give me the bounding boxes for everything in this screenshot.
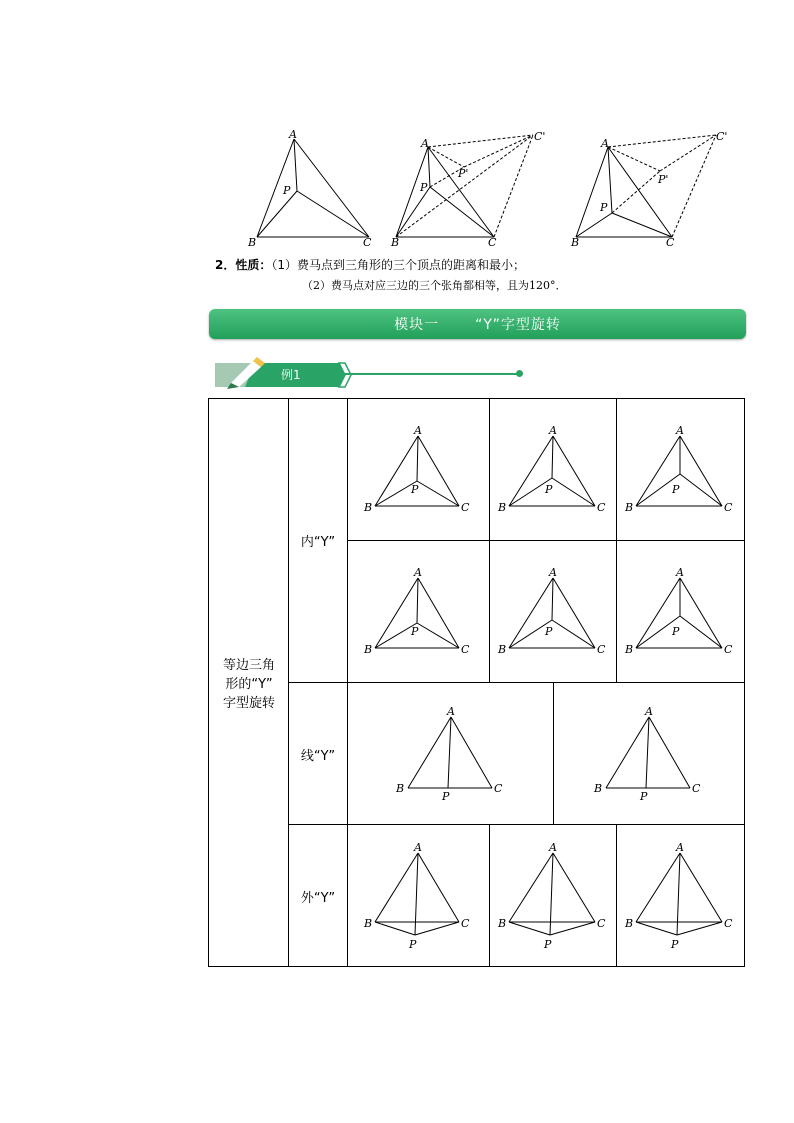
svg-text:A: A — [447, 705, 455, 718]
svg-text:B: B — [498, 643, 507, 656]
svg-text:A: A — [414, 841, 422, 854]
label-p-prime: P' — [458, 167, 469, 180]
figure-rotation-2 — [568, 125, 743, 250]
svg-text:P: P — [545, 625, 553, 638]
example-underline-dot — [516, 370, 523, 377]
inner-y-triangle — [495, 422, 613, 522]
svg-text:A: A — [645, 705, 653, 718]
label-c-prime: C' — [534, 130, 546, 143]
label-b: B — [571, 236, 580, 249]
svg-text:B: B — [364, 501, 373, 514]
line-y-triangle — [590, 703, 710, 803]
module-title: 模块一 — [394, 317, 440, 333]
svg-text:C: C — [692, 782, 701, 795]
label-p: P — [420, 181, 428, 194]
outer-y-triangle — [495, 838, 613, 953]
label-b: B — [391, 236, 400, 249]
svg-text:A: A — [676, 424, 684, 437]
label-c: C — [666, 236, 675, 249]
svg-text:P: P — [411, 625, 419, 638]
inner-y-triangle — [622, 422, 740, 522]
svg-text:P: P — [640, 790, 648, 803]
svg-text:B: B — [396, 782, 405, 795]
svg-text:C: C — [597, 501, 606, 514]
svg-text:C: C — [597, 643, 606, 656]
label-a: A — [421, 137, 429, 150]
line-y-triangle — [392, 703, 512, 803]
label-p: P — [283, 184, 291, 197]
row-label-line-y: 线“Y” — [300, 749, 336, 764]
svg-text:C: C — [461, 917, 470, 930]
svg-text:P: P — [672, 483, 680, 496]
svg-text:B: B — [625, 501, 634, 514]
label-a: A — [289, 128, 297, 141]
svg-text:B: B — [364, 643, 373, 656]
svg-text:B: B — [498, 917, 507, 930]
label-c: C — [488, 236, 497, 249]
module-banner — [209, 309, 746, 339]
svg-text:C: C — [461, 501, 470, 514]
example-label: 例1 — [281, 368, 301, 382]
svg-text:P: P — [672, 625, 680, 638]
svg-text:A: A — [414, 566, 422, 579]
module-subtitle: “Y”字型旋转 — [475, 317, 561, 333]
figure-fermat-point — [245, 125, 375, 250]
inner-y-triangle — [495, 564, 613, 664]
svg-text:B: B — [625, 643, 634, 656]
svg-text:A: A — [549, 424, 557, 437]
label-p: P — [600, 201, 608, 214]
property-2: （2）费马点对应三边的三个张角都相等，且为120°． — [302, 279, 567, 292]
label-c-prime: C' — [716, 130, 728, 143]
inner-y-triangle — [622, 564, 740, 664]
svg-text:A: A — [549, 841, 557, 854]
svg-text:C: C — [724, 501, 733, 514]
outer-y-triangle — [361, 838, 479, 953]
outer-y-triangle — [622, 838, 740, 953]
label-c: C — [363, 236, 372, 249]
svg-text:A: A — [549, 566, 557, 579]
label-b: B — [248, 236, 257, 249]
svg-text:P: P — [671, 938, 679, 951]
svg-text:A: A — [676, 841, 684, 854]
svg-text:B: B — [498, 501, 507, 514]
svg-text:C: C — [597, 917, 606, 930]
svg-text:B: B — [594, 782, 603, 795]
svg-text:B: B — [364, 917, 373, 930]
inner-y-triangle — [361, 422, 479, 522]
svg-text:C: C — [724, 917, 733, 930]
figure-rotation-1 — [388, 125, 563, 250]
inner-y-triangle — [361, 564, 479, 664]
svg-text:P: P — [545, 483, 553, 496]
svg-text:P: P — [409, 938, 417, 951]
properties-line-1 — [215, 256, 525, 273]
svg-text:A: A — [414, 424, 422, 437]
row-label-inner-y: 内“Y” — [300, 535, 336, 550]
label-a: A — [601, 137, 609, 150]
svg-text:P: P — [442, 790, 450, 803]
svg-text:C: C — [461, 643, 470, 656]
label-p-prime: P' — [658, 173, 669, 186]
row-label-outer-y: 外“Y” — [300, 891, 336, 906]
svg-text:B: B — [625, 917, 634, 930]
svg-text:P: P — [411, 483, 419, 496]
properties-heading: 2．性质： — [215, 258, 272, 272]
svg-text:C: C — [494, 782, 503, 795]
property-1: （1）费马点到三角形的三个顶点的距离和最小； — [271, 258, 525, 272]
svg-text:A: A — [676, 566, 684, 579]
svg-text:C: C — [724, 643, 733, 656]
example-underline — [345, 373, 520, 375]
table-left-label: 等边三角 形的“Y” 字型旋转 — [222, 658, 275, 711]
svg-text:P: P — [544, 938, 552, 951]
